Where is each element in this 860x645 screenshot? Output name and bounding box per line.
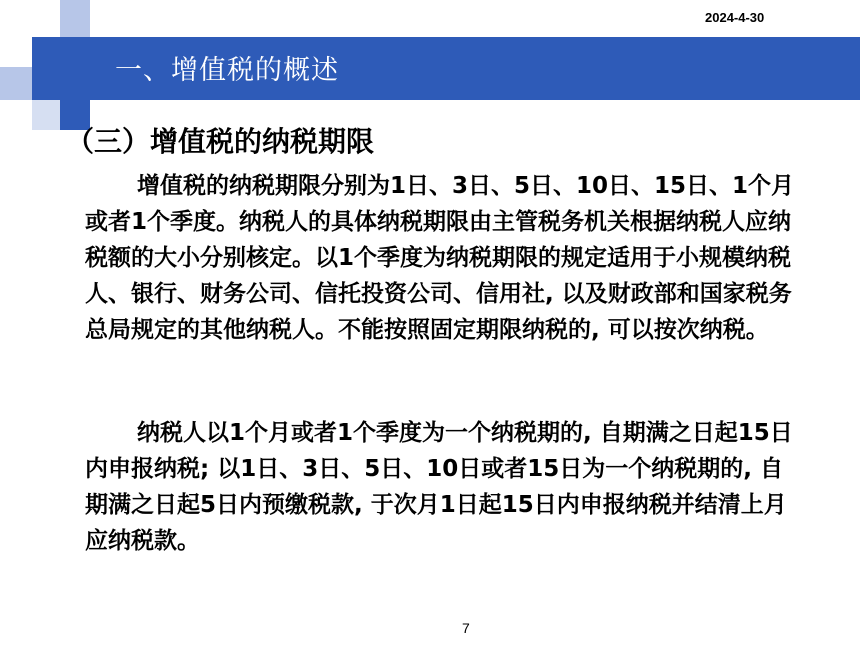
decor-square	[60, 0, 90, 37]
decor-square	[0, 67, 32, 100]
page-title: 一、增值税的概述	[115, 55, 339, 86]
decor-square	[32, 100, 60, 130]
body-paragraph: 增值税的纳税期限分别为1日、3日、5日、10日、15日、1个月或者1个季度。纳税人的具体纳税期限由主管税务机关根据纳税人应纳税额的大小分别核定。以1个季度为纳税期限的规定适用于小规模纳税人、银行、财务公司、信托投资公司、信用社, 以及财政部和国家税务总局规定的其他纳税人。不能按照固定期限纳税的, 可以按次纳税。	[85, 173, 795, 343]
page-number: 7	[462, 620, 470, 636]
section-heading: （三）增值税的纳税期限	[66, 125, 375, 158]
body-paragraph: 纳税人以1个月或者1个季度为一个纳税期的, 自期满之日起15日内申报纳税; 以1日、3日、5日、10日或者15日为一个纳税期的, 自期满之日起5日内预缴税款, 于次月1日起15日内申报纳税并结清上月应纳税款。	[85, 420, 793, 554]
date-label: 2024-4-30	[705, 10, 765, 25]
